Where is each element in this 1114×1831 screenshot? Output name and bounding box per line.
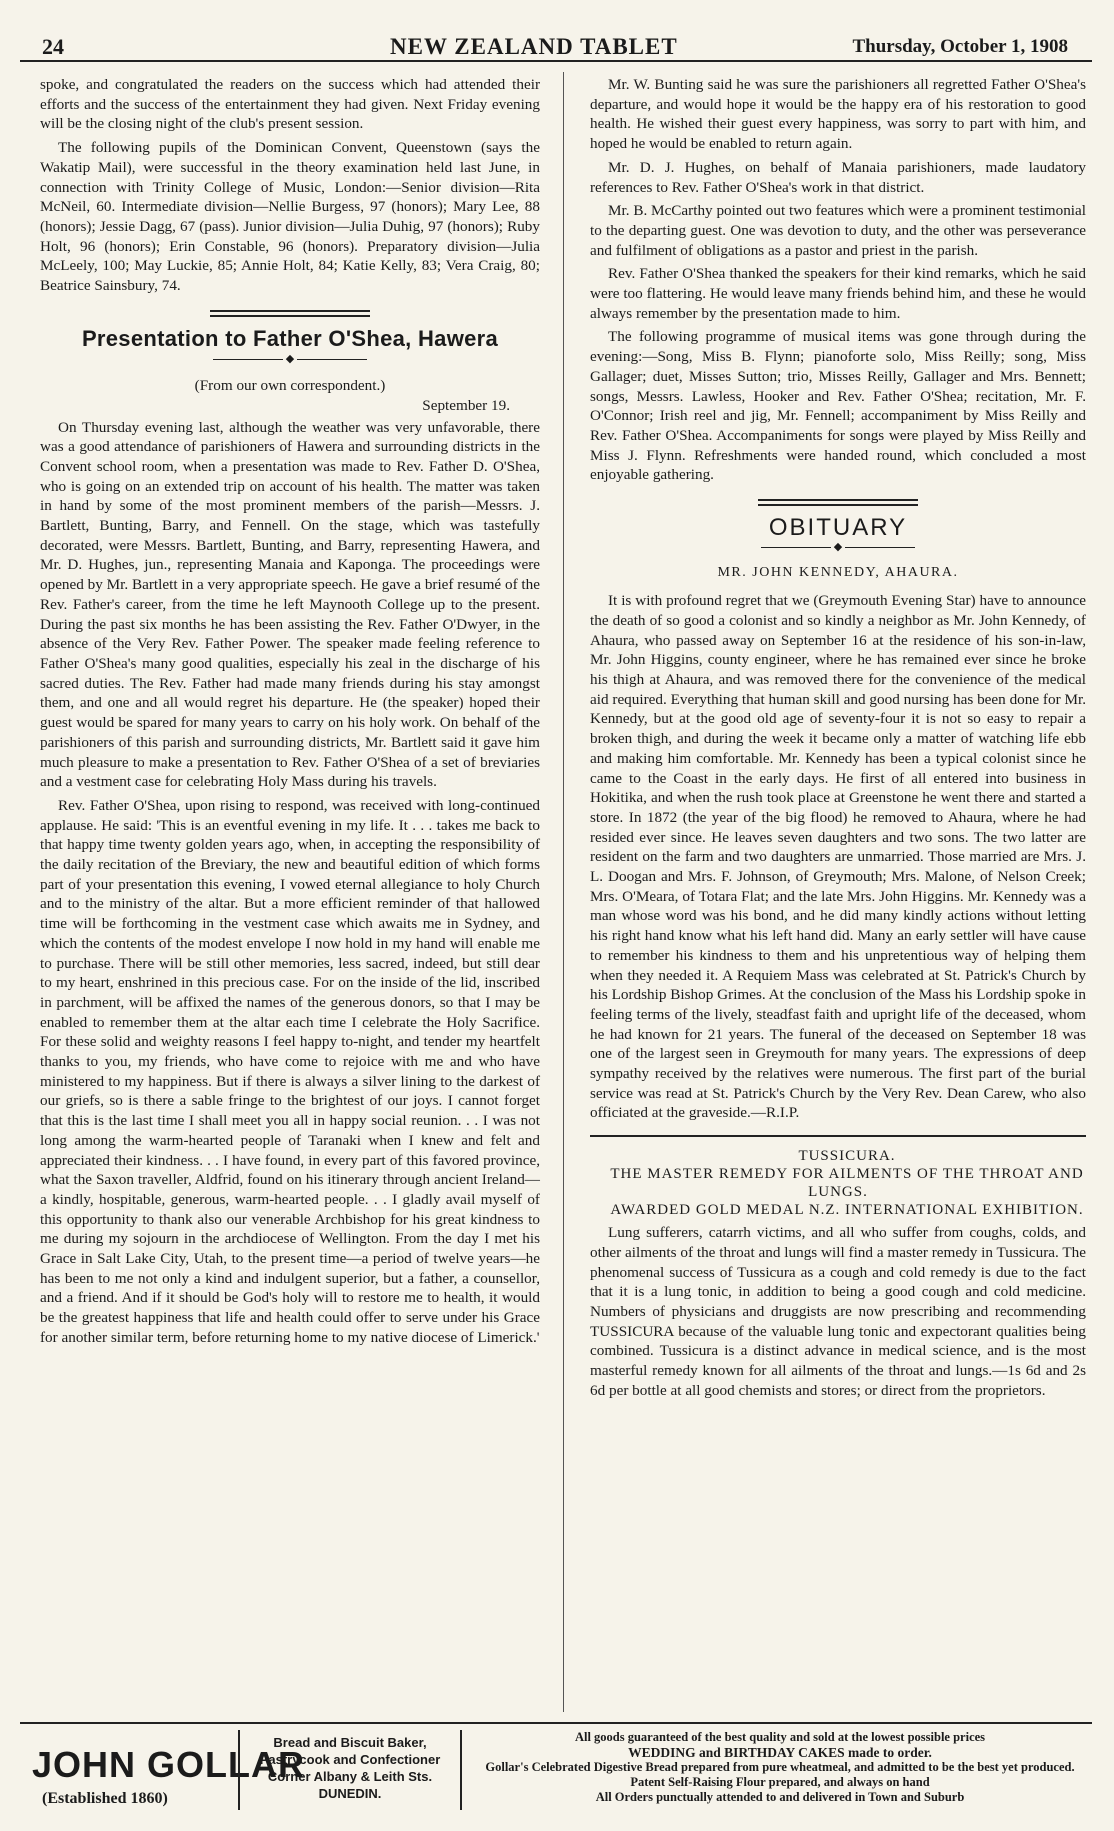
paragraph: The following programme of musical items was gone through during the evening:—Song, Miss B. Flynn; pianoforte solo, Miss Reilly; song, Miss Gallager; duet, Misses Sutton; trio, Misses Reilly, Gallager and Mrs. Bennett; songs, Messrs. Lawless, Hooker and Rev. Father O'Shea; recitation, Mr. F. O'Connor; Irish reel and jig, Mr. Fennell; accompaniment by Miss Reilly and Rev. Father O'Shea. Accompaniments for songs were played by Miss Reilly and Miss J. Flynn. Refreshments were handed round, which concluded a most enjoyable gathering. xyxy=(590,328,1086,484)
ad-rule xyxy=(590,1135,1086,1137)
advertisement-footer xyxy=(20,1722,1092,1816)
issue-date: Thursday, October 1, 1908 xyxy=(852,36,1068,57)
ad-title: AWARDED GOLD MEDAL N.Z. INTERNATIONAL EXHIBITION. xyxy=(610,1202,1084,1219)
obituary-subhead: MR. JOHN KENNEDY, AHAURA. xyxy=(717,565,959,581)
ad-line: Corner Albany & Leith Sts. xyxy=(267,1769,433,1784)
ad-line: Bread and Biscuit Baker, xyxy=(273,1735,427,1750)
ad-line: DUNEDIN. xyxy=(318,1786,382,1801)
ad-divider xyxy=(460,1730,462,1810)
ad-line: Pastrycook and Confectioner xyxy=(259,1752,441,1767)
page-number: 24 xyxy=(42,34,64,59)
ad-divider xyxy=(238,1730,240,1810)
left-column xyxy=(40,75,540,1352)
ad-line: Gollar's Celebrated Digestive Bread prepared from pure wheatmeal, and admitted to be the best yet produced. Patent Self-Raising Flour prepared, and always on hand xyxy=(485,1760,1075,1789)
paragraph: It is with profound regret that we (Greymouth Evening Star) have to announce the death of so good a colonist and so kindly a neighbor as Mr. John Kennedy, of Ahaura, who passed away on September 16 at the residence of his son-in-law, Mr. John Higgins, county engineer, where he has remained ever since he broke his thigh at Ahaura, and was removed there for the convenience of the medical aid required. Everything that human skill and good nursing has been done for Mr. Kennedy, but at the good old age of seventy-four it is not so easy to repair a broken thigh, and during the week it became only a matter of watching life ebb and making him comfortable. Mr. Kennedy has been a typical colonist since he came to the Coast in the early days. He first of all entered into business in Hokitika, and when the rush took place at Greenstone he went there and started a store. In 1872 (the year of the big flood) he removed to Ahaura, where he had resided ever since. He leaves seven daughters and two sons. The two latter are resident on the farm and two daughters are unmarried. Those married are Mrs. J. L. Doogan and Mrs. F. Johnson, of Greymouth; Mrs. Malone, of Nelson Creek; Mrs. O'Meara, of Totara Flat; and the late Mrs. John Higgins. Mr. Kennedy was a man whose word was his bond, and he did many kindly actions without letting his right hand know what his left hand did. Many an early settler will have cause to remember his kindness to them and his unpretentious way of helping them when they needed it. A Requiem Mass was celebrated at St. Patrick's Church by his Lordship Bishop Grimes. At the conclusion of the Mass his Lordship spoke in feeling terms of the lively, steadfast faith and upright life of the deceased, whom he had known for 21 years. The funeral of the deceased on September 18 was one of the largest seen in Greymouth for many years. The expressions of deep sympathy received by the relatives were numerous. The first part of the burial service was read at St. Patrick's Church by the Very Rev. Dean Carew, who also officiated at the graveside.—R.I.P. xyxy=(590,592,1086,1122)
section-rule xyxy=(210,310,370,317)
obituary-heading: OBITUARY xyxy=(768,514,908,542)
right-column xyxy=(590,75,1086,1404)
paragraph: On Thursday evening last, although the weather was very unfavorable, there was a good attendance of parishioners of Hawera and surrounding districts in the Convent school room, when a presentation was made to Rev. Father D. O'Shea, who is going on an extended trip on account of his health. The matter was taken in hand by some of the most prominent members of the parish—Messrs. J. Bartlett, Bunting, Barry, and Fennell. On the stage, which was tastefully decorated, were Messrs. Bartlett, Bunting, and Barry, representing Hawera, and Mr. D. Hughes, jun., representing Manaia and Kaponga. The proceedings were opened by Mr. Bartlett in a very appropriate speech. He gave a brief resumé of the Rev. Father's career, from the time he left Maynooth College up to the present. During the past six months he has been assisting the Rev. Father O'Dwyer, in the absence of the Very Rev. Father Power. The speaker made feeling reference to Father O'Shea's many good qualities, especially his zeal in the discharge of his sacred duties. The Rev. Father had made many friends during his stay amongst them, and one and all would regret his departure. He (the speaker) hoped their guest would be spared for many years to carry on his holy work. On behalf of the parishioners of this parish and surrounding districts, Mr. Bartlett said it gave him much pleasure to make a presentation to Rev. Father O'Shea of a set of breviaries and a vestment case for celebrating Holy Mass during his travels. xyxy=(40,418,540,791)
paper-title: NEW ZEALAND TABLET xyxy=(390,34,678,59)
advertiser-name: JOHN GOLLAR xyxy=(32,1744,306,1785)
paragraph: Rev. Father O'Shea thanked the speakers for their kind remarks, which he said were too flattering. He would leave many friends behind him, and these he would always remember by the presentation made to him. xyxy=(590,265,1086,322)
byline: (From our own correspondent.) xyxy=(194,377,386,395)
ad-body: Lung sufferers, catarrh victims, and all who suffer from coughs, colds, and other ailments of the throat and lungs will find a master remedy in Tussicura. The phenomenal success of Tussicura as a cough and cold remedy is due to the fact that it is a lung tonic, in addition to being a good cough and cold medicine. Numbers of physicians and druggists are now prescribing and recommending TUSSICURA because of the valuable lung tonic and expectorant qualities being combined. Tussicura is a distinct advance in medical science, and is the most masterful remedy known for all ailments of the throat and lungs.—1s 6d and 2s 6d per bottle at all good chemists and stores; or direct from the proprietors. xyxy=(590,1224,1086,1399)
paragraph: Mr. B. McCarthy pointed out two features which were a prominent testimonial to the departing guest. One was devotion to duty, and the other was perseverance and fulfilment of obligations as a pastor and priest in the parish. xyxy=(590,202,1086,259)
column-divider xyxy=(563,72,564,1712)
dateline: September 19. xyxy=(422,396,510,414)
masthead xyxy=(20,22,1092,62)
paragraph: Mr. W. Bunting said he was sure the parishioners all regretted Father O'Shea's departure, and would hope it would be the happy era of his restoration to good health. He wished their guest every happiness, was sorry to part with him, and hoped he would be enabled to return again. xyxy=(590,76,1086,153)
article-headline: Presentation to Father O'Shea, Hawera xyxy=(81,325,499,351)
ad-title: TUSSICURA. xyxy=(798,1148,896,1165)
ad-title: THE MASTER REMEDY FOR AILMENTS OF THE THROAT AND LUNGS. xyxy=(610,1166,1084,1201)
paragraph: spoke, and congratulated the readers on the success which had attended their efforts and the success of the entertainment they had given. Next Friday evening will be the closing night of the club's present session. xyxy=(40,76,540,133)
section-rule xyxy=(758,499,918,506)
paragraph: The following pupils of the Dominican Convent, Queenstown (says the Wakatip Mail), were successful in the theory examination held last June, in connection with Trinity College of Music, London:—Senior division—Rita McNeil, 60. Intermediate division—Nellie Burgess, 97 (honors); Mary Lee, 88 (honors); Jessie Dagg, 67 (pass). Junior division—Julia Duhig, 97 (honors); Ruby Holt, 96 (honors); Erin Constable, 96 (honors). Preparatory division—Julia McLeely, 100; May Luckie, 85; Annie Holt, 84; Katie Kelly, 83; Vera Craig, 80; Beatrice Sainsbury, 74. xyxy=(40,139,540,295)
ornament-divider: ◆ xyxy=(590,538,1086,558)
ornament-divider: ◆ xyxy=(40,350,540,370)
ad-line: All goods guaranteed of the best quality and sold at the lowest possible prices xyxy=(574,1730,986,1744)
ad-line: WEDDING and BIRTHDAY CAKES made to order. xyxy=(628,1745,932,1760)
paragraph: Mr. D. J. Hughes, on behalf of Manaia parishioners, made laudatory references to Rev. Father O'Shea's work in that district. xyxy=(590,158,1086,196)
established-note: (Established 1860) xyxy=(42,1790,168,1807)
paragraph: Rev. Father O'Shea, upon rising to respond, was received with long-continued applause. He said: 'This is an eventful evening in my life. It . . . takes me back to that happy time twenty golden years ago, when, in accepting the responsibility of the daily recitation of the Breviary, the new and beautiful edition of which forms part of your presentation this evening, I vowed eternal allegiance to holy Church and to the ministry of the altar. But a more efficient reminder of that hallowed time will be forthcoming in the vestment case which awaits me in Sydney, and which the contents of the modest envelope I now hold in my hand will enable me to purchase. There will be still other memories, less sacred, indeed, but still dear to my heart, enshrined in this precious case. For on the inside of the lid, inscribed in parchment, will be affixed the names of the generous donors, so that I may be enabled to remember them at the altar each time I celebrate the Holy Sacrifice. For these solid and weighty reasons I feel happy to-night, and tender my heartfelt thanks to you, my friends, who have come to rejoice with me and who have ministered to my happiness. But if there is always a silver lining to the darkest of our griefs, so is there a sable fringe to the brightest of our joys. I cannot forget that this is the last time I shall meet you all in happy social reunion. . . I was not long among the warm-hearted people of Taranaki when I knew and felt and appreciated their kindness. . . I have found, in every part of this favored province, what the Saxon traveller, Aldfrid, found on his itinerary through ancient Ireland—a kindly, hospitable, generous, warm-hearted people. . . I gladly avail myself of this opportunity to thank also our venerable Archbishop for his great kindness to me during my sojourn in the archdiocese of Wellington. From the day I met his Grace in Salt Lake City, Utah, to the present time—a period of twelve years—he has been to me not only a kind and indulgent superior, but a father, a counsellor, and a friend. And if it should be God's holy will to restore me to health, it would be the greatest happiness that life and health could offer to serve under his Grace for another similar term, before returning home to my native diocese of Limerick.' xyxy=(40,796,540,1346)
business-description xyxy=(246,1734,454,1802)
ad-line: All Orders punctually attended to and delivered in Town and Suburb xyxy=(595,1790,965,1804)
ad-details xyxy=(472,1730,1088,1805)
